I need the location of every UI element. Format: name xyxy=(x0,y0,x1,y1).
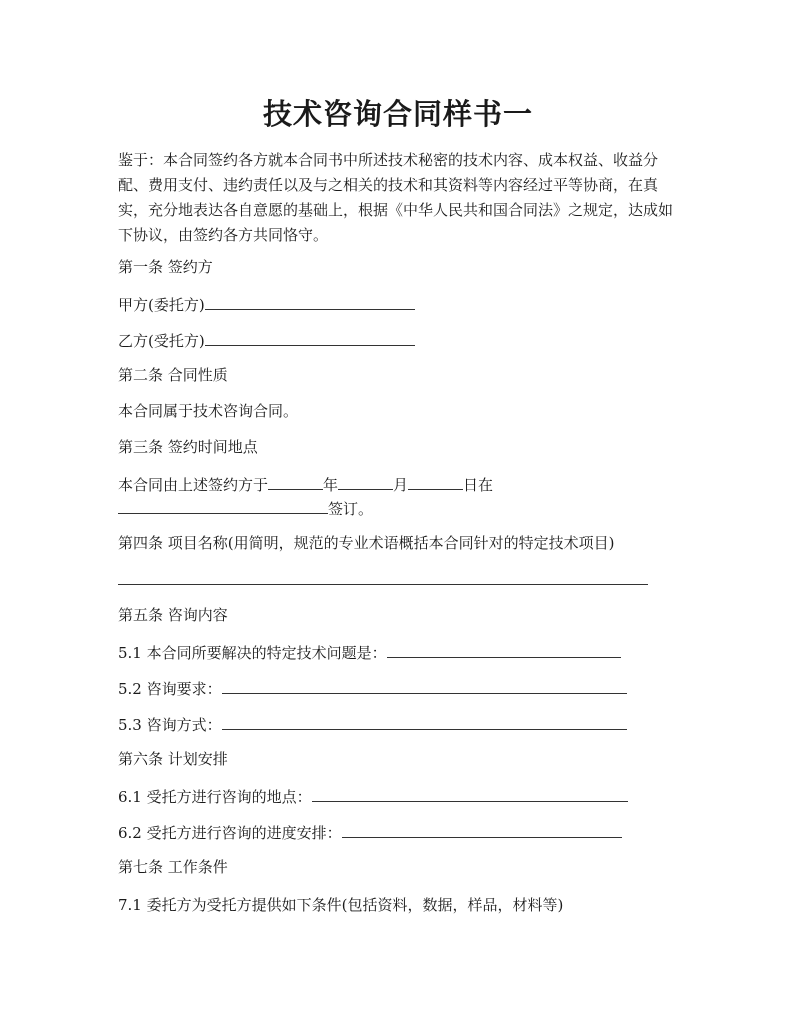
party-a-blank[interactable] xyxy=(205,292,415,310)
place-blank[interactable] xyxy=(118,496,328,514)
item-6-2 xyxy=(118,820,622,844)
item-6-1-blank[interactable] xyxy=(312,784,628,802)
article-3-heading: 第三条 签约时间地点 xyxy=(118,438,258,456)
party-a-line xyxy=(118,292,415,316)
document-title: 技术咨询合同样书一 xyxy=(262,97,533,131)
party-a-label: 甲方(委托方) xyxy=(118,296,205,314)
item-5-3-blank[interactable] xyxy=(222,712,627,730)
article-7-heading: 第七条 工作条件 xyxy=(118,858,228,876)
item-6-1-label: 6.1 受托方进行咨询的地点： xyxy=(118,788,312,806)
item-6-2-blank[interactable] xyxy=(342,820,622,838)
month-label: 月 xyxy=(393,476,409,494)
item-5-1 xyxy=(118,640,621,664)
item-6-1 xyxy=(118,784,628,808)
year-label: 年 xyxy=(323,476,339,494)
article-4-heading: 第四条 项目名称(用简明，规范的专业术语概括本合同针对的特定技术项目) xyxy=(118,534,615,552)
month-blank[interactable] xyxy=(338,472,393,490)
item-5-2-label: 5.2 咨询要求： xyxy=(118,680,222,698)
article-5-heading: 第五条 咨询内容 xyxy=(118,606,228,624)
item-5-1-label: 5.1 本合同所要解决的特定技术问题是： xyxy=(118,644,387,662)
article-2-text: 本合同属于技术咨询合同。 xyxy=(118,402,299,420)
project-name-blank[interactable] xyxy=(118,584,648,585)
article-3-prefix: 本合同由上述签约方于 xyxy=(118,476,269,494)
item-5-2-blank[interactable] xyxy=(222,676,627,694)
item-5-1-blank[interactable] xyxy=(387,640,621,658)
party-b-blank[interactable] xyxy=(205,328,415,346)
day-blank[interactable] xyxy=(408,472,463,490)
party-b-line xyxy=(118,328,415,352)
day-at-label: 日在 xyxy=(463,476,494,494)
item-5-3 xyxy=(118,712,627,736)
item-6-2-label: 6.2 受托方进行咨询的进度安排： xyxy=(118,824,342,842)
item-5-3-label: 5.3 咨询方式： xyxy=(118,716,222,734)
year-blank[interactable] xyxy=(268,472,323,490)
article-3-line xyxy=(118,472,493,496)
article-1-heading: 第一条 签约方 xyxy=(118,258,213,276)
item-7-1: 7.1 委托方为受托方提供如下条件(包括资料，数据，样品，材料等) xyxy=(118,896,564,914)
sign-place-line xyxy=(118,496,373,520)
intro-paragraph: 鉴于：本合同签约各方就本合同书中所述技术秘密的技术内容、成本权益、收益分配、费用支付、违约责任以及与之相关的技术和其资料等内容经过平等协商，在真实，充分地表达各自意愿的基础上，根据《中华人民共和国合同法》之规定，达成如下协议，由签约各方共同恪守。 xyxy=(118,151,674,244)
article-6-heading: 第六条 计划安排 xyxy=(118,750,228,768)
signed-label: 签订。 xyxy=(328,500,374,518)
article-2-heading: 第二条 合同性质 xyxy=(118,366,228,384)
item-5-2 xyxy=(118,676,627,700)
party-b-label: 乙方(受托方) xyxy=(118,332,205,350)
